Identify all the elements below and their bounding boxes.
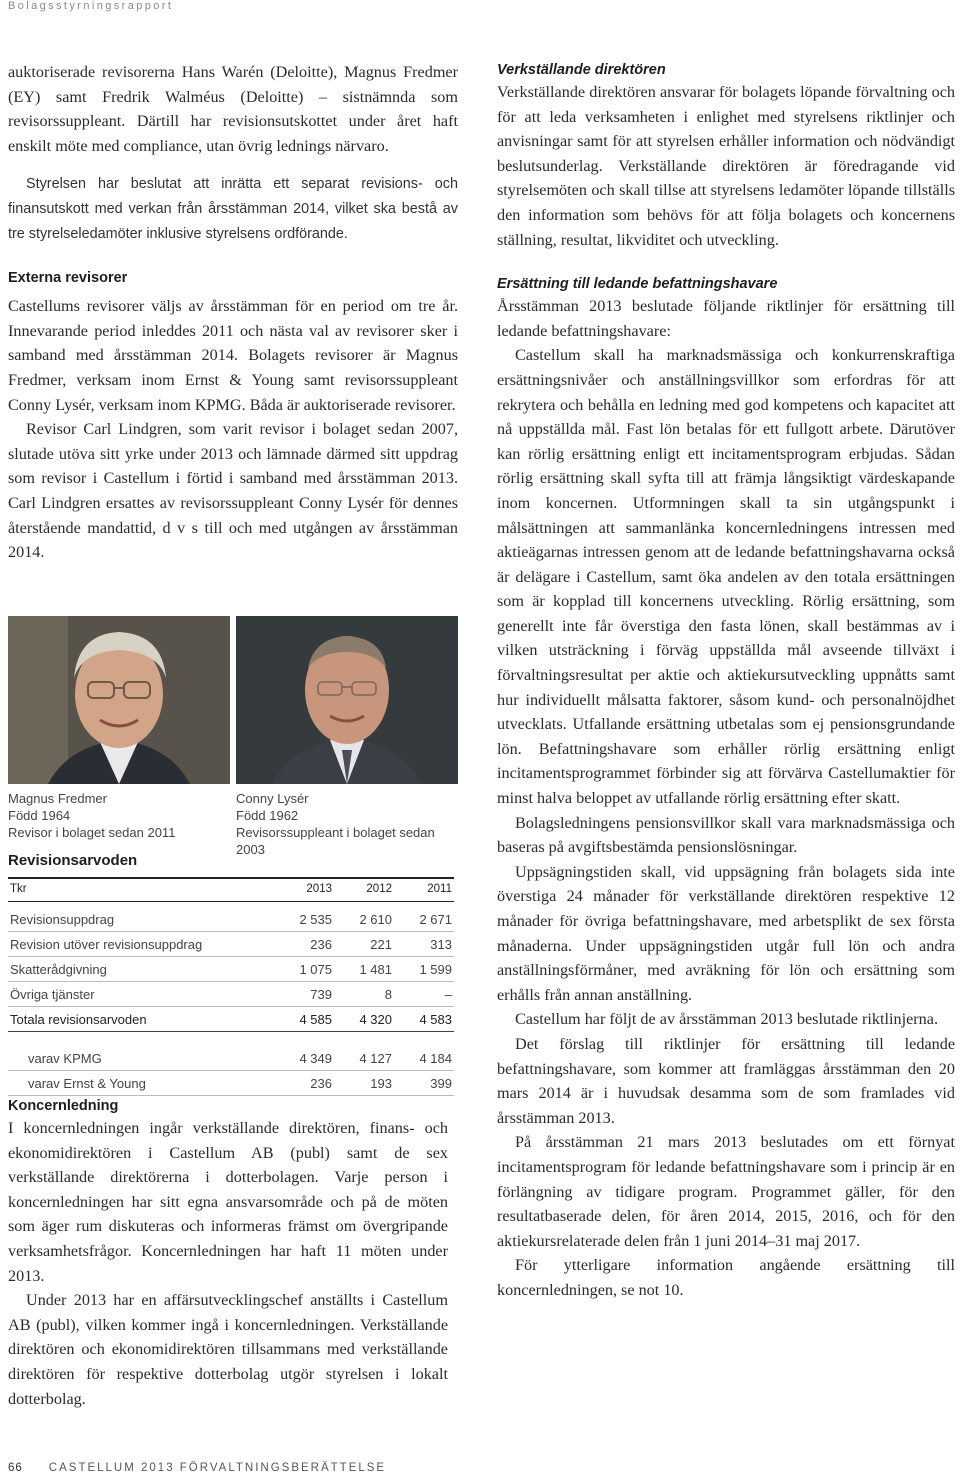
paragraph-ers-6: Det förslag till riktlinjer för ersättning till ledande befattningshavare, som kommer att framläggas årsstämman den 20 mars 2014 är i huvudsak desamma som de som framlades vid årsstämman 2013. (497, 1034, 955, 1127)
paragraph-committee-decision: Styrelsen har beslutat att inrätta ett separat revisions- och finansutskott med verkan från årsstämman 2014, vilket ska bestå av tre styrelseledamöter inklusive styrelsens ordförande. (8, 176, 458, 242)
paragraph-audit-meetings: auktoriserade revisorerna Hans Warén (Deloitte), Magnus Fredmer (EY) samt Fredrik Walméus (Deloitte) – sistnämnda som revisorssuppleant. Därtill har revisionsutskottet under året haft enskilt möte med compliance, utan övrig lednings närvaro. (8, 63, 458, 155)
heading-koncernledning: Koncernledning (8, 1098, 119, 1114)
paragraph-ers-4: Uppsägningstiden skall, vid uppsägning från bolagets sida inte överstiga 24 månader för verkställande direktören respektive 12 månader för övriga befattningshavare, med arbetsplikt de sex första månaderna. Under uppsägningstiden utgår full lön och andra anställningsförmåner, med avräkning för lön och ersättning som erhålls från annan anställning. (497, 862, 955, 1004)
row-label: varav KPMG (8, 1046, 274, 1071)
cell-2013: 236 (274, 1071, 334, 1096)
paragraph-ers-3: Bolagsledningens pensionsvillkor skall vara marknadsmässiga och baseras på avgiftsbestämda pensionslösningar. (497, 813, 955, 857)
paragraph-externa-1: Castellums revisorer väljs av årsstämman för en period om tre år. Innevarande period inleddes 2011 och nästa val av revisorer sker i samband med årsstämman 2014. Bolagets revisorer är Magnus Fredmer, verksam inom Ernst & Young samt revisorssuppleant Conny Lysér, verksam inom KPMG. Båda är auktoriserade revisorer. (8, 297, 458, 414)
cell-2011: 4 184 (394, 1046, 454, 1071)
portrait-illustration (8, 616, 230, 784)
auditor-photos (8, 616, 460, 857)
cell-2013: 739 (274, 982, 334, 1007)
paragraph-vd: Verkställande direktören ansvarar för bolagets löpande förvaltning och för att leda verksamheten i enlighet med styrelsens riktlinjer och anvisningar samt för att styrelsen erhåller information och nödvändigt beslutsunderlag. Verkställande direktören är föredragande vid styrelsemöten och skall tillse att styrelsens ledamöter löpande tillställs den information som behövs för att följa bolagets och koncernens ställning, resultat, likviditet och utveckling. (497, 83, 955, 249)
audit-fees-section (8, 852, 454, 1096)
row-label: Skatterådgivning (8, 957, 274, 982)
cell-2012: 2 610 (334, 902, 394, 932)
row-label: Revisionsuppdrag (8, 902, 274, 932)
cell-2011: 1 599 (394, 957, 454, 982)
cell-2013: 4 585 (274, 1007, 334, 1032)
paragraph-koncern-2: Under 2013 har en affärsutvecklingschef anställts i Castellum AB (publ), vilken kommer ingå i koncernledningen. Verkställande direktören och ekonomidirektören tillsammans med verkställande direktören för respektive dotterbolag utgör styrelsen i lokalt dotterbolag. (8, 1291, 448, 1408)
table-spacer (8, 1032, 454, 1047)
table-row-sub (8, 1046, 454, 1071)
cell-2012: 8 (334, 982, 394, 1007)
right-column (497, 60, 955, 1303)
col-header-2013: 2013 (274, 878, 334, 902)
table-header-row (8, 878, 454, 902)
cell-2013: 2 535 (274, 902, 334, 932)
auditor-photo-lyser (236, 616, 458, 784)
caption-name: Magnus Fredmer (8, 791, 107, 806)
row-label: Övriga tjänster (8, 982, 274, 1007)
row-label: Totala revisionsarvoden (8, 1007, 274, 1032)
table-row (8, 982, 454, 1007)
cell-2013: 236 (274, 932, 334, 957)
col-header-unit: Tkr (8, 878, 274, 902)
cell-2012: 1 481 (334, 957, 394, 982)
col-header-2012: 2012 (334, 878, 394, 902)
koncernledning-section (8, 1096, 448, 1411)
caption-born: Född 1964 (8, 808, 71, 823)
heading-externa-revisorer: Externa revisorer (8, 270, 128, 287)
cell-2011: – (394, 982, 454, 1007)
caption-born: Född 1962 (236, 808, 299, 823)
table-row-total (8, 1007, 454, 1032)
caption-lyser (236, 790, 460, 858)
caption-role: Revisorssuppleant i bolaget sedan 2003 (236, 825, 435, 857)
cell-2012: 4 320 (334, 1007, 394, 1032)
cell-2011: 313 (394, 932, 454, 957)
cell-2012: 193 (334, 1071, 394, 1096)
paragraph-ers-2: Castellum skall ha marknadsmässiga och konkurrenskraftiga ersättningsnivåer och anställningsvillkor som erfordras för att rekrytera och behålla en ledning med god kompetens och kapacitet att nå uppställda mål. Fast lön betalas för ett fullgott arbete. Därutöver kan rörlig ersättning enligt ett incitamentsprogram erbjudas. Sådan rörlig ersättning skall syfta till att främja långsiktigt värdeskapande inom koncernen. Utformningen skall ta sin utgångspunkt i målsättningen att sammanlänka koncernledningens intressen med aktieägarnas intressen genom att de ledande befattningshavarna också är delägare i Castellum, samt öka andelen av den totala ersättningen som är kopplad till koncernens utveckling. Rörlig ersättning, som generellt inte får överstiga den fasta lönen, skall bestämmas av i vilken utsträckning i förväg uppställda mål avseende tillväxt i förvaltningsresultat per aktie och aktiekursutveckling uppnåtts samt hur individuellt målsatta faktorer, såsom kund- och personalnöjdhet utvecklats. Utfallande ersättning utbetalas som ej pensionsgrundande lön. Befattningshavare som erhåller rörlig ersättning enligt incitamentsprogrammet förbinder sig att förvärva Castellumaktier för minst halva beloppet av utfallande rörlig ersättning efter skatt. (497, 346, 955, 808)
caption-fredmer (8, 790, 175, 841)
table-row (8, 932, 454, 957)
portrait-illustration (236, 616, 458, 784)
table-row-sub (8, 1071, 454, 1096)
page-footer (8, 1462, 386, 1474)
heading-vd: Verkställande direktören (497, 62, 666, 78)
col-header-2011: 2011 (394, 878, 454, 902)
paragraph-ers-8: För ytterligare information angående ersättning till koncernledningen, se not 10. (497, 1256, 955, 1299)
cell-2013: 1 075 (274, 957, 334, 982)
paragraph-koncern-1: I koncernledningen ingår verkställande direktören, finans- och ekonomidirektören i Castellum AB (publ) samt de sex verkställande direktörerna i dotterbolagen. Varje person i koncernledningen har sitt egna ansvarsområde och på de möten som äger rum diskuteras och informeras främst om övergripande verksamhetsfrågor. Koncernledningen har haft 11 möten under 2013. (8, 1119, 448, 1285)
cell-2012: 4 127 (334, 1046, 394, 1071)
row-label: varav Ernst & Young (8, 1071, 274, 1096)
left-column (8, 60, 458, 565)
publication-title: CASTELLUM 2013 FÖRVALTNINGSBERÄTTELSE (48, 1462, 387, 1474)
table-row (8, 957, 454, 982)
fees-title: Revisionsarvoden (8, 852, 138, 869)
cell-2011: 4 583 (394, 1007, 454, 1032)
paragraph-ers-1: Årsstämman 2013 beslutade följande riktlinjer för ersättning till ledande befattningshavare: (497, 297, 955, 340)
cell-2011: 399 (394, 1071, 454, 1096)
caption-name: Conny Lysér (236, 791, 309, 806)
row-label: Revision utöver revisionsuppdrag (8, 932, 274, 957)
page-number: 66 (8, 1462, 23, 1474)
caption-role: Revisor i bolaget sedan 2011 (8, 825, 176, 840)
running-head: Bolagsstyrningsrapport (8, 0, 174, 12)
cell-2012: 221 (334, 932, 394, 957)
auditor-photo-fredmer (8, 616, 230, 784)
heading-ersattning: Ersättning till ledande befattningshavare (497, 276, 778, 293)
paragraph-ers-7: På årsstämman 21 mars 2013 beslutades om ett förnyat incitamentsprogram för ledande befattningshavare som i princip är en förlängning av tidigare program. Programmet gäller, för den resultatbaserade delen, för åren 2014, 2015, 2016, och för den aktiekursrelaterade delen från 1 juni 2014–31 maj 2017. (497, 1133, 955, 1250)
cell-2011: 2 671 (394, 902, 454, 932)
cell-2013: 4 349 (274, 1046, 334, 1071)
paragraph-ers-5: Castellum har följt de av årsstämman 2013 beslutade riktlinjerna. (515, 1010, 939, 1029)
fees-table (8, 877, 454, 1096)
paragraph-externa-2: Revisor Carl Lindgren, som varit revisor i bolaget sedan 2007, slutade utöva sitt yrke under 2013 och lämnade därmed sitt uppdrag som revisor i Castellum i förtid i samband med årsstämman 2013. Carl Lindgren ersattes av revisorssuppleant Conny Lysér för dennes återstående mandattid, d v s till och med utgången av årsstämman 2014. (8, 420, 458, 562)
table-row (8, 902, 454, 932)
